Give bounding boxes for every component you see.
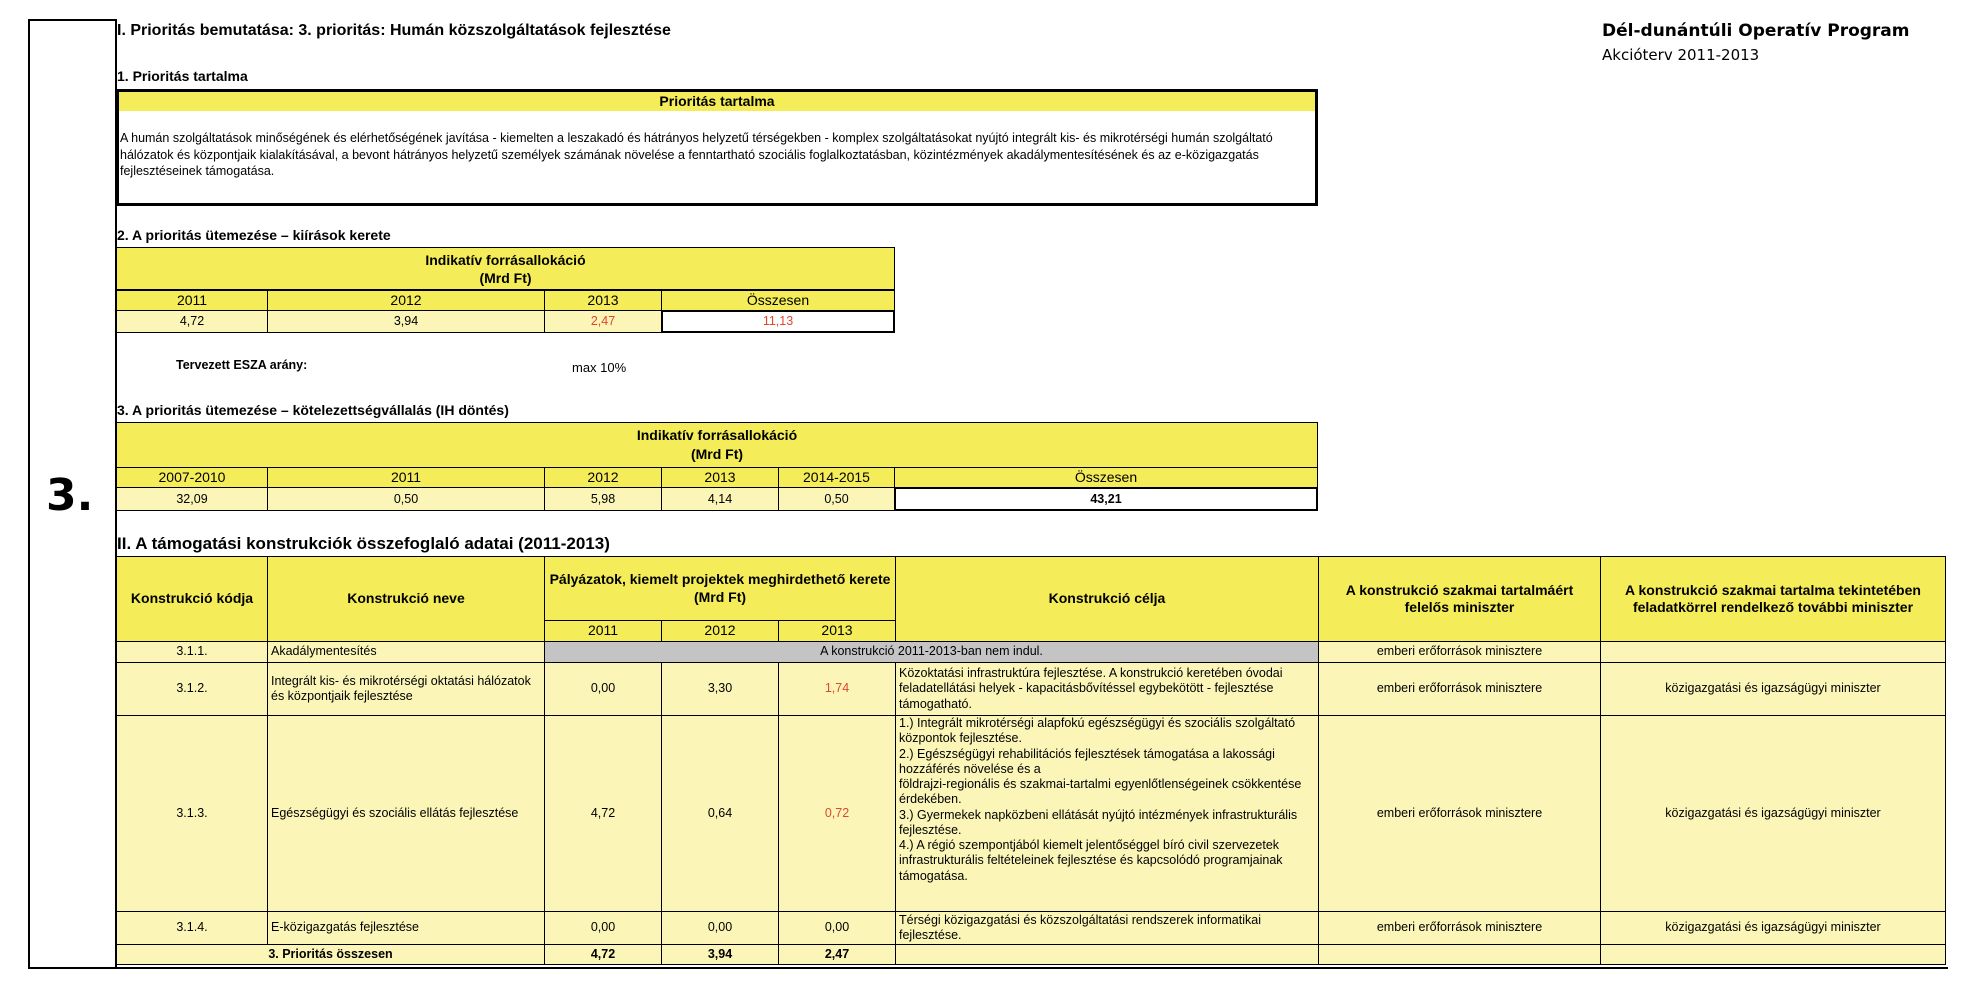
goal-line: 3.) Gyermekek napközbeni ellátását nyújtó intézmények infrastrukturális fejlesztése. — [899, 807, 1298, 837]
commitment-table-title — [116, 422, 1318, 468]
s2-header-2012: 2012 — [267, 290, 545, 311]
s3-header-2011: 2011 — [267, 467, 545, 488]
s3-header-2014-2015: 2014-2015 — [778, 467, 895, 488]
s2-header-total: Összesen — [661, 290, 895, 311]
header-2011: 2011 — [545, 621, 662, 642]
frame-bottom-line — [28, 967, 1948, 969]
header-name: Konstrukció neve — [268, 557, 545, 642]
total-minister-empty — [1319, 945, 1601, 965]
s3-value-total: 43,21 — [894, 487, 1318, 511]
row-name: Akadálymentesítés — [268, 642, 545, 663]
total-row — [117, 945, 1946, 965]
row-value-2012: 3,30 — [662, 663, 779, 716]
program-name: Dél-dunántúli Operatív Program — [1602, 21, 1910, 41]
s3-value-2012: 5,98 — [544, 487, 662, 511]
constructions-heading: II. A támogatási konstrukciók összefoglaló adatai (2011-2013) — [117, 534, 610, 553]
s3-header-total: Összesen — [894, 467, 1318, 488]
total-2013: 2,47 — [779, 945, 896, 965]
row-value-2013: 0,72 — [779, 716, 896, 912]
total-2012: 3,94 — [662, 945, 779, 965]
row-other-minister: közigazgatási és igazságügyi miniszter — [1601, 716, 1946, 912]
s2-value-2011: 4,72 — [116, 310, 268, 333]
table-row — [117, 642, 1946, 663]
commitment-table-unit: (Mrd Ft) — [690, 446, 744, 462]
constructions-table — [116, 556, 1946, 965]
s3-value-2014-2015: 0,50 — [778, 487, 895, 511]
row-name: Egészségügyi és szociális ellátás fejlesztése — [268, 716, 545, 912]
priority-content-heading: 1. Prioritás tartalma — [117, 68, 248, 84]
row-other-minister: közigazgatási és igazságügyi miniszter — [1601, 663, 1946, 716]
row-name: E-közigazgatás fejlesztése — [268, 912, 545, 945]
s2-header-2013: 2013 — [544, 290, 662, 311]
total-goal-empty — [896, 945, 1319, 965]
row-code: 3.1.1. — [117, 642, 268, 663]
schedule-calls-table-title — [116, 247, 895, 290]
row-code: 3.1.3. — [117, 716, 268, 912]
frame-left-line — [28, 19, 30, 969]
row-minister: emberi erőforrások minisztere — [1319, 716, 1601, 912]
schedule-calls-table-unit: (Mrd Ft) — [479, 270, 532, 286]
header-goal: Konstrukció célja — [896, 557, 1319, 642]
row-value-2013: 0,00 — [779, 912, 896, 945]
page-title: I. Prioritás bemutatása: 3. prioritás: Humán közszolgáltatások fejlesztése — [117, 22, 671, 39]
goal-line: földrajzi-regionális és szakmai-tartalmi egyenlőtlenségeinek csökkentése érdekében. — [899, 777, 1302, 807]
header-code: Konstrukció kódja — [117, 557, 268, 642]
row-note: A konstrukció 2011-2013-ban nem indul. — [545, 642, 1319, 663]
row-other-minister: közigazgatási és igazságügyi miniszter — [1601, 912, 1946, 945]
row-goal: Közoktatási infrastruktúra fejlesztése. A konstrukció keretében óvodai feladatellátási helyek - kapacitásbővítéssel egybekötött - fejlesztése támogatható. — [896, 663, 1319, 716]
section-number: 3. — [46, 470, 94, 521]
row-value-2012: 0,64 — [662, 716, 779, 912]
s3-header-2012: 2012 — [544, 467, 662, 488]
table-row — [117, 663, 1946, 716]
row-minister: emberi erőforrások minisztere — [1319, 912, 1601, 945]
s2-value-2013: 2,47 — [544, 310, 662, 333]
schedule-calls-table-title-text: Indikatív forrásallokáció — [425, 252, 586, 268]
priority-content-box-title: Prioritás tartalma — [116, 89, 1318, 114]
row-goal — [896, 716, 1319, 912]
row-value-2013: 1,74 — [779, 663, 896, 716]
header-2013: 2013 — [779, 621, 896, 642]
row-value-2011: 4,72 — [545, 716, 662, 912]
s3-value-2007-2010: 32,09 — [116, 487, 268, 511]
row-name: Integrált kis- és mikrotérségi oktatási hálózatok és központjaik fejlesztése — [268, 663, 545, 716]
row-minister: emberi erőforrások minisztere — [1319, 642, 1601, 663]
total-2011: 4,72 — [545, 945, 662, 965]
program-subtitle: Akcióterv 2011-2013 — [1602, 46, 1760, 64]
commitment-heading: 3. A prioritás ütemezése – kötelezettségvállalás (IH döntés) — [117, 402, 509, 418]
row-code: 3.1.2. — [117, 663, 268, 716]
row-value-2011: 0,00 — [545, 663, 662, 716]
header-minister: A konstrukció szakmai tartalmáért felelős miniszter — [1319, 557, 1601, 642]
s2-value-total: 11,13 — [661, 310, 895, 333]
esza-value: max 10% — [572, 360, 627, 375]
header-2012: 2012 — [662, 621, 779, 642]
header-funds: Pályázatok, kiemelt projektek meghirdethető kerete (Mrd Ft) — [545, 557, 896, 621]
row-other-minister — [1601, 642, 1946, 663]
total-label: 3. Prioritás összesen — [117, 945, 545, 965]
priority-content-text: A humán szolgáltatások minőségének és elérhetőségének javítása - kiemelten a leszakadó és hátrányos helyzetű térségekben - komplex szolgáltatásokat nyújtó integrált kis- és mikrotérségi humán szolgáltató hálózatok és központjaik kialakításával, a bevont hátrányos helyzetű személyek számának növelése a fenntartható szociális foglalkoztatásban, közintézmények akadálymentesítésének és az e-közigazgatás fejlesztéseinek támogatása. — [116, 111, 1318, 206]
table-row — [117, 716, 1946, 912]
goal-line: 2.) Egészségügyi rehabilitációs fejlesztések támogatása a lakossági hozzáférés növelése és a — [899, 746, 1275, 776]
row-value-2011: 0,00 — [545, 912, 662, 945]
row-value-2012: 0,00 — [662, 912, 779, 945]
goal-line: 1.) Integrált mikrotérségi alapfokú egészségügyi és szociális szolgáltató központok fejlesztése. — [899, 716, 1296, 746]
schedule-calls-heading: 2. A prioritás ütemezése – kiírások kerete — [117, 227, 391, 243]
s3-header-2013: 2013 — [661, 467, 779, 488]
row-code: 3.1.4. — [117, 912, 268, 945]
row-minister: emberi erőforrások minisztere — [1319, 663, 1601, 716]
table-row — [117, 912, 1946, 945]
goal-line: 4.) A régió szempontjából kiemelt jelentőséggel bíró civil szervezetek infrastrukturális feltételeinek fejlesztése és kapcsolódó programjainak támogatása. — [899, 838, 1283, 883]
s2-value-2012: 3,94 — [267, 310, 545, 333]
s3-value-2013: 4,14 — [661, 487, 779, 511]
esza-label: Tervezett ESZA arány: — [176, 358, 308, 372]
header-other-minister: A konstrukció szakmai tartalma tekintetében feladatkörrel rendelkező további miniszter — [1601, 557, 1946, 642]
total-other-empty — [1601, 945, 1946, 965]
s3-value-2011: 0,50 — [267, 487, 545, 511]
commitment-table-title-text: Indikatív forrásallokáció — [636, 427, 798, 443]
row-goal: Térségi közigazgatási és közszolgáltatási rendszerek informatikai fejlesztése. — [896, 912, 1319, 945]
s3-header-2007-2010: 2007-2010 — [116, 467, 268, 488]
s2-header-2011: 2011 — [116, 290, 268, 311]
